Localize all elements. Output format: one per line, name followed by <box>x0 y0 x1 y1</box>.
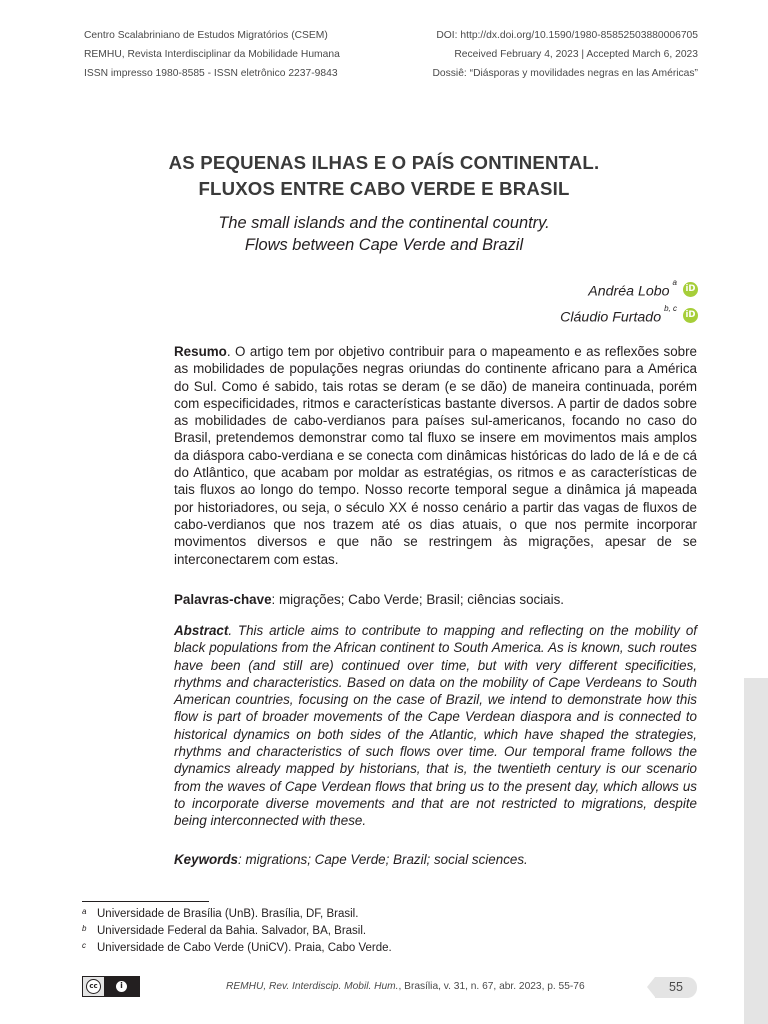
subtitle-line-2: Flows between Cape Verde and Brazil <box>244 236 524 254</box>
orcid-icon[interactable]: iD <box>683 308 698 323</box>
footnote-mark: a <box>82 907 87 916</box>
header-dossier: Dossiê: “Diásporas y movilidades negras en las Américas” <box>432 68 698 79</box>
keywords-text: : migrations; Cape Verde; Brazil; social sciences. <box>238 852 528 867</box>
resumo-paragraph <box>174 343 697 568</box>
creative-commons-badge[interactable] <box>82 976 140 997</box>
keywords-paragraph <box>174 851 697 868</box>
footnote-c <box>82 940 392 957</box>
footnote-text: Universidade Federal da Bahia. Salvador, BA, Brasil. <box>97 925 367 937</box>
header-journal: REMHU, Revista Interdisciplinar da Mobilidade Humana <box>84 49 340 60</box>
resumo-text: . O artigo tem por objetivo contribuir para o mapeamento e as reflexões sobre as mobilidades de populações negras oriundas do continente africano para a América do Sul. Como é sabido, tais rotas se deram (e se dão) de maneira continuada, porém com especificidades, ritmos e características bastante diversos. A partir de dados sobre as mobilidades de cabo-verdianos para países sul-americanos, focando no caso do Brasil, pretendemos demonstrar como tal fluxo se insere em movimentos mais amplos da diáspora cabo-verdiana e se conecta com dinâmicas históricas do lado de lá e de cá do Atlântico, que acabam por moldar as estratégias, os ritmos e as características de tais fluxos ao longo do tempo. Nosso recorte temporal segue a dinâmica já mapeada por historiadores, ou seja, o século XX é nosso cenário a partir das vagas de fluxos de cabo-verdianos que nos trazem até os dias atuais, o que nos permite incorporar movimentos diversos e que não se restringem às migrações, apesar de se interconectarem com estas. <box>174 344 697 567</box>
header-right <box>432 26 698 83</box>
page-number: 55 <box>655 977 697 998</box>
header-left <box>84 26 340 83</box>
header-institution: Centro Scalabriniano de Estudos Migratórios (CSEM) <box>84 30 328 41</box>
cc-by-section <box>104 977 139 996</box>
palavras-chave-paragraph <box>174 591 697 608</box>
footnote-text: Universidade de Brasília (UnB). Brasília, DF, Brasil. <box>97 908 359 920</box>
footnote-mark: c <box>82 941 86 950</box>
palavras-chave-label: Palavras-chave <box>174 592 272 607</box>
footnote-b <box>82 923 392 940</box>
footnote-text: Universidade de Cabo Verde (UniCV). Praia, Cabo Verde. <box>97 942 392 954</box>
citation-journal: REMHU, Rev. Interdiscip. Mobil. Hum. <box>226 981 399 992</box>
footnotes <box>82 906 392 957</box>
author-1-affiliation-mark: a <box>672 278 677 287</box>
article-title <box>70 150 698 202</box>
title-line-1: AS PEQUENAS ILHAS E O PAÍS CONTINENTAL. <box>168 152 600 173</box>
abstract-paragraph <box>174 622 697 830</box>
citation-footer <box>226 981 585 992</box>
subtitle-line-1: The small islands and the continental country. <box>218 214 550 232</box>
title-line-2: FLUXOS ENTRE CABO VERDE E BRASIL <box>198 178 570 199</box>
citation-details: , Brasília, v. 31, n. 67, abr. 2023, p. 55-76 <box>398 981 585 992</box>
abstract-text: . This article aims to contribute to mapping and reflecting on the mobility of black populations from the African continent to South America. As is known, such routes have been (and still are) continued over time, but with very different specificities, rhythms and characteristics. Based on data on the mobility of Cape Verdeans to South American countries, focusing on the case of Brazil, we intend to demonstrate how this flow is part of broader movements of the Cape Verdean diaspora and is connected to historical dynamics on both sides of the Atlantic, which have shaped the strategies, rhythms and characteristics of such flows over time. Our temporal frame follows the dynamics already mapped by historians, that is, the twentieth century is our scenario from the waves of Cape Verdean flows that bring us to the present day, which allows us to incorporate diverse movements and that are not restricted to migrations, despite being interconnected with these. <box>174 623 697 829</box>
side-tab-decoration <box>744 678 768 1024</box>
footnote-a <box>82 906 392 923</box>
article-subtitle <box>70 212 698 256</box>
header-dates: Received February 4, 2023 | Accepted March 6, 2023 <box>454 49 698 60</box>
author-list <box>560 277 698 328</box>
abstract-label: Abstract <box>174 623 229 638</box>
author-1 <box>560 277 698 303</box>
author-2-affiliation-mark: b, c <box>664 303 677 313</box>
footnote-divider <box>82 901 209 902</box>
orcid-icon[interactable]: iD <box>683 282 698 297</box>
cc-icon: cc <box>86 979 101 994</box>
footnote-mark: b <box>82 924 87 933</box>
header-doi: DOI: http://dx.doi.org/10.1590/1980-85852503880006705 <box>436 30 698 41</box>
resumo-label: Resumo <box>174 344 227 359</box>
author-2-name: Cláudio Furtado <box>560 309 662 326</box>
author-2 <box>560 303 698 329</box>
keywords-label: Keywords <box>174 852 238 867</box>
header-issn: ISSN impresso 1980-8585 - ISSN eletrônico 2237-9843 <box>84 68 338 79</box>
attribution-icon: i <box>115 980 128 993</box>
author-1-name: Andréa Lobo <box>588 283 670 300</box>
palavras-chave-text: : migrações; Cabo Verde; Brasil; ciências sociais. <box>271 592 565 607</box>
